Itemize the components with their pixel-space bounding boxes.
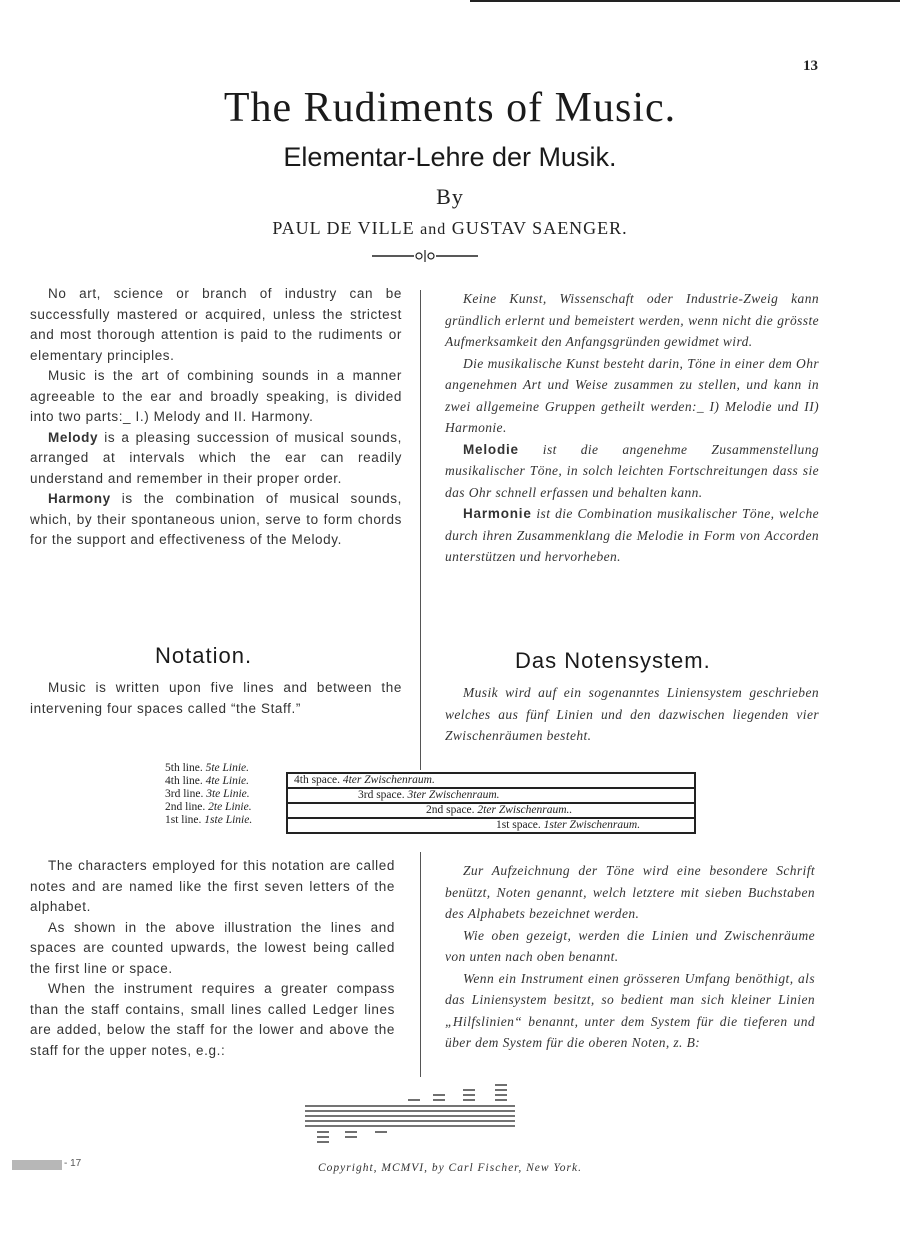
by-line: By bbox=[436, 184, 464, 209]
staff-space-label: 4th space. 4ter Zwischenraum. bbox=[294, 774, 435, 786]
intro-de-paragraph: Keine Kunst, Wissenschaft oder Industrie-Zweig kann gründlich erlernt und bemeistert werden, wenn nicht die grösste Aufmerksamkeit den Anfangsgründen gewidmet wird. bbox=[445, 291, 819, 349]
notes-en-paragraph: The characters employed for this notation are called notes and are named like the first seven letters of the alphabet. bbox=[30, 858, 395, 914]
staff-line-label: 4th line. 4te Linie. bbox=[165, 775, 250, 787]
intro-de-paragraph: Harmonie ist die Combination musikalischer Töne, welche durch ihren Zusammenklang die Melodie in Form von Accorden unterstützen und hervorheben. bbox=[445, 506, 819, 564]
ornament-divider-icon bbox=[370, 247, 480, 263]
staff-line bbox=[286, 832, 696, 834]
plate-number: - 17 bbox=[64, 1158, 82, 1169]
staff-space-label: 2nd space. 2ter Zwischenraum.. bbox=[426, 804, 573, 816]
notes-german bbox=[445, 860, 815, 1054]
author-first: PAUL DE VILLE bbox=[272, 218, 415, 238]
intro-de-paragraph: Melodie ist die angenehme Zusammenstellung musikalischer Töne, in solch leichten Fortschreitungen dass sie das Ohr schnell erfassen und behalten kann. bbox=[445, 441, 819, 500]
page-title: The Rudiments of Music. bbox=[223, 85, 677, 131]
intro-en-paragraph: Melody is a pleasing succession of musical sounds, arranged at intervals which the ear can readily understand and remember in their proper order. bbox=[30, 429, 402, 486]
intro-german bbox=[445, 288, 819, 568]
notes-de-paragraph: Zur Aufzeichnung der Töne wird eine besondere Schrift benützt, Noten genannt, welch letztere mit sieben Buchstaben des Alphabets bezeichnet werden. bbox=[445, 863, 815, 921]
notes-de-paragraph: Wenn ein Instrument einen grösseren Umfang benöthigt, als das Liniensystem besitzt, so bedient man sich kleiner Linien „Hilfslinien“ benannt, unter dem System für die tieferen und über dem System für die oberen Noten, z. B: bbox=[445, 970, 815, 1050]
term-harmony: Harmony bbox=[48, 491, 111, 506]
top-border-line bbox=[470, 0, 900, 2]
authors bbox=[0, 218, 900, 239]
staff-space-label: 1st space. 1ster Zwischenraum. bbox=[496, 819, 641, 831]
intro-de-paragraph: Die musikalische Kunst besteht darin, Töne in einer dem Ohr angenehmen Art und Weise zusammen zu stellen, und kann in zwei allgemeine Gruppen getheilt werden:_ I) Melodie und II) Harmonie. bbox=[445, 355, 819, 435]
notation-text-english: Music is written upon five lines and between the intervening four spaces called “the Staff.” bbox=[30, 680, 402, 716]
notes-de-paragraph: Wie oben gezeigt, werden die Linien und Zwischenräume von unten nach oben benannt. bbox=[445, 927, 815, 964]
column-divider bbox=[420, 852, 421, 1077]
term-melody: Melody bbox=[48, 429, 99, 445]
term-harmonie: Harmonie bbox=[463, 506, 532, 521]
notation-text-german: Musik wird auf ein sogenanntes Liniensystem geschrieben welches aus fünf Linien und den dazwischen liegenden vier Zwischenräumen besteht. bbox=[445, 685, 819, 743]
heading-notensystem: Das Notensystem. bbox=[515, 648, 711, 673]
staff-line-label: 3rd line. 3te Linie. bbox=[165, 788, 250, 800]
copyright-notice: Copyright, MCMVI, by Carl Fischer, New York. bbox=[318, 1162, 582, 1174]
intro-english bbox=[30, 284, 402, 551]
intro-en-paragraph: Harmony is the combination of musical sounds, which, by their spontaneous union, serve to form chords for the support and effectiveness of the Melody. bbox=[30, 491, 402, 547]
staff-bar-right bbox=[694, 772, 696, 834]
column-divider bbox=[420, 290, 421, 770]
heading-notation: Notation. bbox=[155, 643, 253, 668]
staff-line-label: 1st line. 1ste Linie. bbox=[165, 814, 253, 826]
music-staff-diagram bbox=[286, 772, 696, 834]
author-and: and bbox=[420, 221, 447, 238]
page-subtitle: Elementar-Lehre der Musik. bbox=[283, 142, 617, 172]
staff-line-labels bbox=[165, 762, 285, 827]
ledger-lines-example-icon bbox=[305, 1082, 515, 1144]
intro-en-paragraph: Music is the art of combining sounds in a manner agreeable to the ear and broadly speaking, is divided into two parts:_ I.) Melody and II. Harmony. bbox=[30, 368, 402, 424]
staff-line-label: 2nd line. 2te Linie. bbox=[165, 801, 252, 813]
author-second: GUSTAV SAENGER. bbox=[451, 218, 628, 238]
plate-number-stamp bbox=[12, 1160, 62, 1170]
staff-space-label: 3rd space. 3ter Zwischenraum. bbox=[358, 789, 500, 801]
staff-line-label: 5th line. 5te Linie. bbox=[165, 762, 250, 774]
notes-en-paragraph: When the instrument requires a greater compass than the staff contains, small lines called Ledger lines are added, below the staff for the lower and above the staff for the upper notes, e.g.: bbox=[30, 981, 395, 1058]
notes-en-paragraph: As shown in the above illustration the lines and spaces are counted upwards, the lowest being called the first line or space. bbox=[30, 919, 395, 976]
term-melodie: Melodie bbox=[463, 441, 519, 457]
intro-en-paragraph: No art, science or branch of industry can be successfully mastered or acquired, unless the strictest and most thorough attention is paid to the rudiments or elementary principles. bbox=[30, 286, 402, 363]
page-number: 13 bbox=[803, 58, 818, 74]
staff-bar-left bbox=[286, 772, 288, 834]
notes-english bbox=[30, 856, 395, 1061]
